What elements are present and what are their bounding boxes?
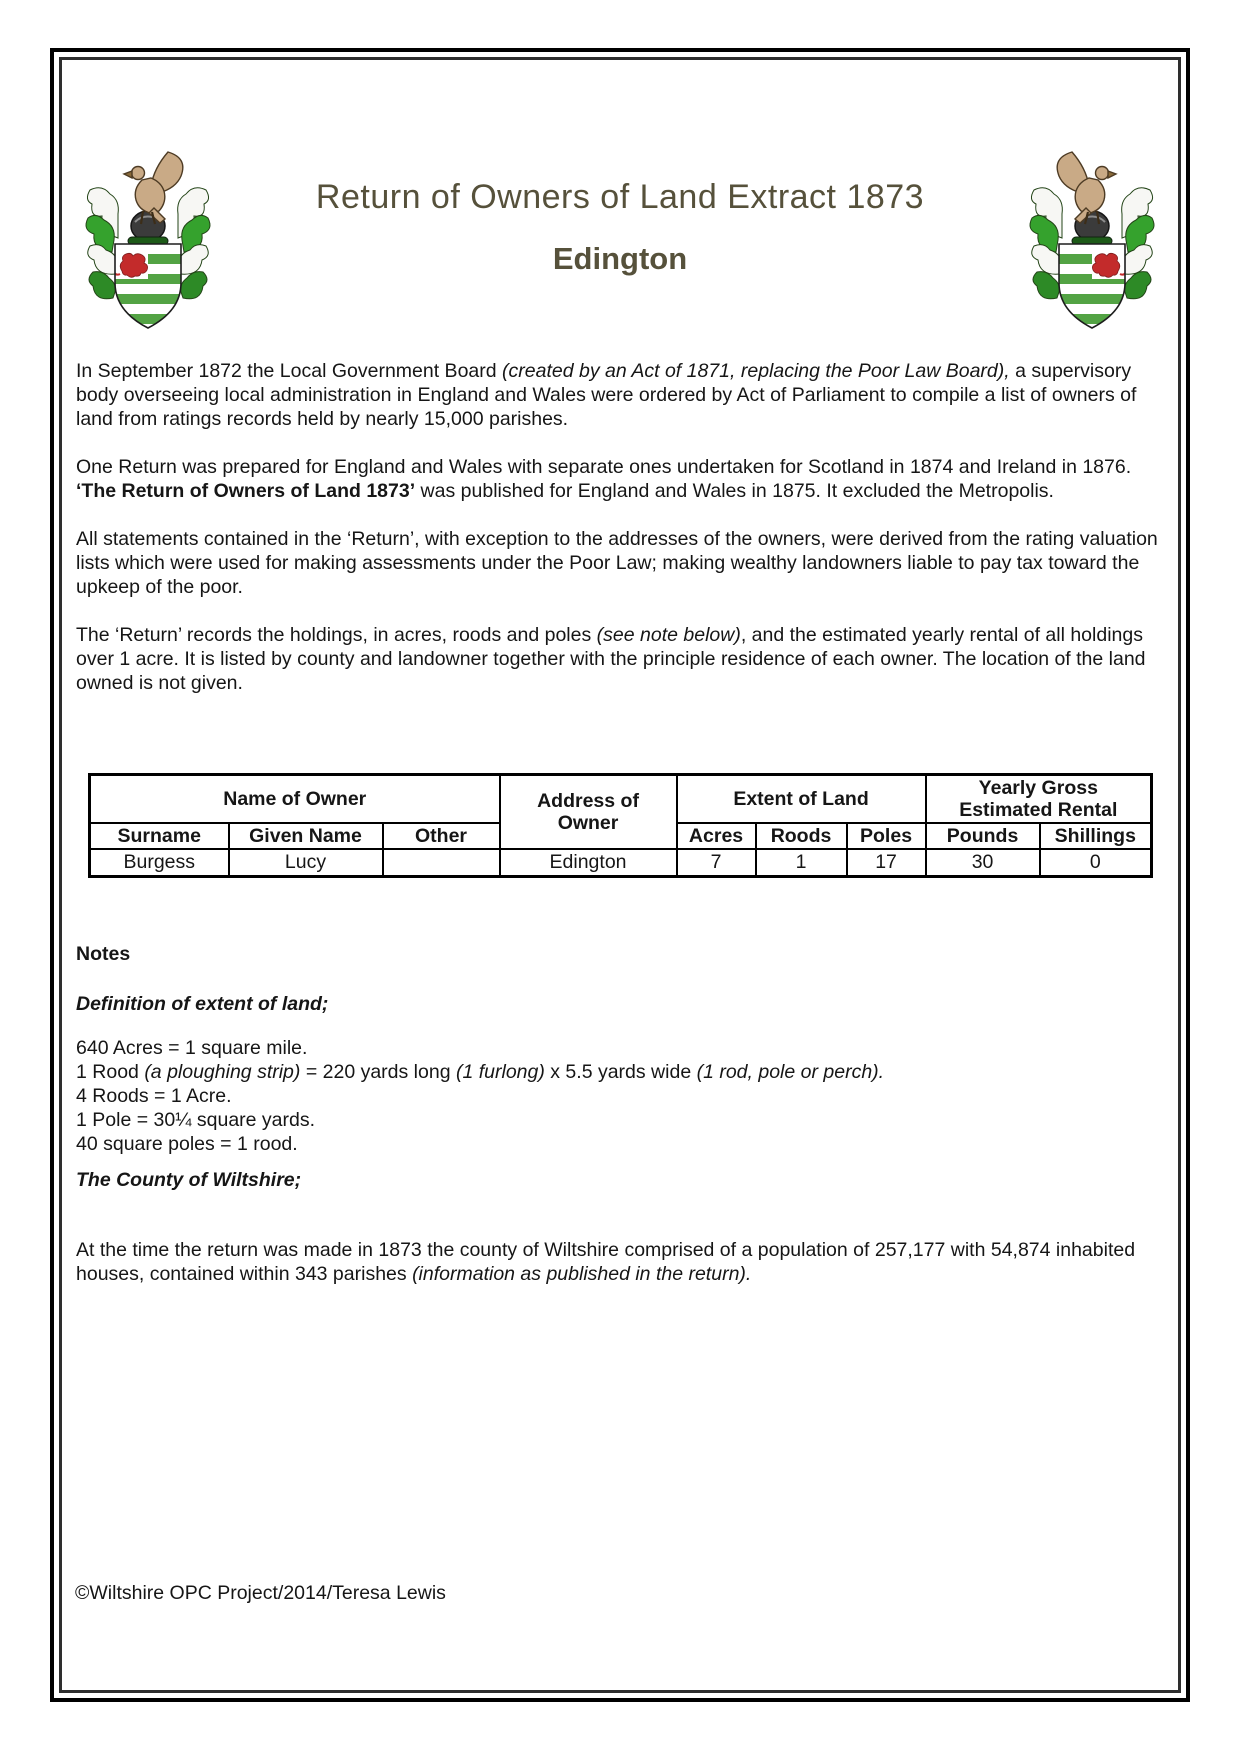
cell-address: Edington [500,849,677,876]
text-run-italic: (information as published in the return). [412,1262,752,1285]
title-block [214,140,1026,277]
note-line: 1 Pole = 30¼ square yards. [76,1108,316,1131]
table-row [90,849,1152,876]
copyright-line: ©Wiltshire OPC Project/2014/Teresa Lewis [75,1582,446,1604]
header-extent-of-land: Extent of Land [677,775,926,824]
county-heading: The County of Wiltshire; [76,1168,302,1191]
header-roods: Roods [756,823,847,849]
text-run: In September 1872 the Local Government Board [76,360,503,382]
header-acres: Acres [677,823,756,849]
page-subtitle: Edington [552,241,688,276]
coat-of-arms-icon [1026,140,1158,335]
header-yearly-rental: Yearly Gross Estimated Rental [926,775,1152,824]
text-run: , and the estimated yearly rental of all holdings over 1 acre. It is listed by county and landowner together with the principle residence of each owner. The location of the land owned is not given. [76,624,1146,694]
notes-heading: Notes [76,942,131,965]
cell-pounds: 30 [926,849,1040,876]
text-run: Address of Owner [537,790,639,834]
text-run-italic: (see note below) [596,624,741,646]
text-run-italic: (a ploughing strip) [144,1060,301,1083]
cell-roods: 1 [756,849,847,876]
text-run-italic: (created by an Act of 1871, replacing the Poor Law Board), [502,360,1010,382]
intro-paragraph-2 [76,455,1164,503]
cell-poles: 17 [847,849,926,876]
notes-section [76,942,1164,1286]
cell-surname: Burgess [90,849,229,876]
note-line [76,1060,1164,1084]
text-run: At the time the return was made in 1873 the county of Wiltshire comprised of a population of 257,177 with 54,874 inhabited houses, contained within 343 parishes [76,1238,1136,1285]
text-run-bold: ‘The Return of Owners of Land 1873’ [76,480,416,502]
text-run: The ‘Return’ records the holdings, in acres, roods and poles [76,624,597,646]
note-line: 640 Acres = 1 square mile. [76,1036,308,1059]
text-run: x 5.5 yards wide [544,1060,697,1083]
header-address-of-owner [500,775,677,850]
owners-table [88,773,1153,878]
page-title: Return of Owners of Land Extract 1873 [315,178,925,216]
document-header [76,140,1164,335]
page-border-outer [50,48,1190,1702]
coat-of-arms-icon [82,140,214,335]
header-poles: Poles [847,823,926,849]
cell-given-name: Lucy [229,849,383,876]
text-run: a supervisory body overseeing local administration in England and Wales were ordered by Act of Parliament to compile a list of owners of land from ratings records held by nearly 15,000 parishes. [76,360,1137,430]
text-run: = 220 yards long [300,1060,456,1083]
text-run-italic: (1 furlong) [455,1060,545,1083]
intro-paragraph-1 [76,359,1164,431]
cell-other [383,849,500,876]
header-other: Other [383,823,500,849]
note-line: 40 square poles = 1 rood. [76,1132,298,1155]
header-given-name: Given Name [229,823,383,849]
cell-shillings: 0 [1040,849,1152,876]
text-run-italic: (1 rod, pole or perch). [696,1060,885,1083]
header-pounds: Pounds [926,823,1040,849]
text-run: One Return was prepared for England and Wales with separate ones undertaken for Scotland in 1874 and Ireland in 1876. [76,456,1132,478]
cell-acres: 7 [677,849,756,876]
header-shillings: Shillings [1040,823,1152,849]
text-run: was published for England and Wales in 1875. It excluded the Metropolis. [415,480,1054,502]
header-name-of-owner: Name of Owner [90,775,500,824]
intro-paragraph-3: All statements contained in the ‘Return’, with exception to the addresses of the owners, were derived from the rating valuation lists which were used for making assessments under the Poor Law; making wealthy landowners liable to pay tax toward the upkeep of the poor. [76,528,1158,598]
page-border-inner [59,57,1181,1693]
county-paragraph [76,1238,1164,1286]
note-line: 4 Roods = 1 Acre. [76,1084,232,1107]
definition-heading: Definition of extent of land; [76,992,329,1015]
definition-lines [76,1036,1164,1156]
intro-paragraph-4 [76,623,1164,695]
text-run: 1 Rood [76,1060,145,1083]
intro-section [76,359,1164,695]
header-surname: Surname [90,823,229,849]
